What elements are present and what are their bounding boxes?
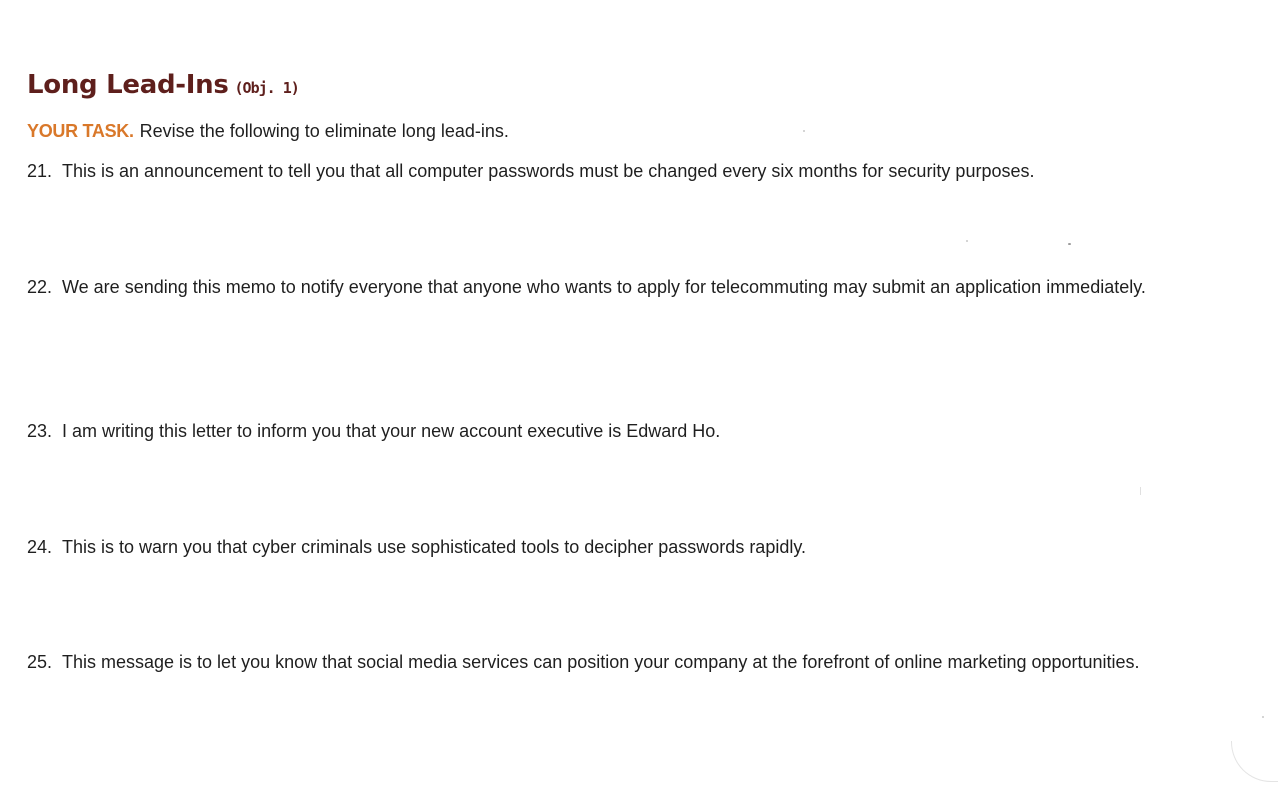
task-text: Revise the following to eliminate long lead-ins. bbox=[139, 121, 509, 141]
exercise-number: 24. bbox=[27, 537, 53, 557]
exercise-text: I am writing this letter to inform you that your new account executive is Edward Ho. bbox=[62, 421, 721, 441]
scan-speck bbox=[966, 240, 968, 242]
scan-speck bbox=[803, 130, 805, 132]
page-corner-curl bbox=[1231, 741, 1278, 782]
exercise-item bbox=[27, 158, 1177, 184]
exercise-item bbox=[27, 534, 1177, 560]
exercise-item bbox=[27, 274, 1177, 300]
exercise-item bbox=[27, 649, 1177, 675]
scan-speck bbox=[1262, 716, 1264, 718]
task-label: YOUR TASK. bbox=[27, 121, 134, 141]
scan-speck bbox=[1068, 243, 1071, 245]
objective-reference: (Obj. 1) bbox=[234, 79, 299, 97]
task-instruction bbox=[27, 121, 509, 142]
exercise-text: This message is to let you know that social media services can position your company at the forefront of online marketing opportunities. bbox=[62, 652, 1140, 672]
exercise-text: This is to warn you that cyber criminals use sophisticated tools to decipher passwords rapidly. bbox=[62, 537, 807, 557]
exercise-number: 25. bbox=[27, 652, 53, 672]
exercise-item bbox=[27, 418, 1177, 444]
exercise-text: This is an announcement to tell you that all computer passwords must be changed every six months for security purposes. bbox=[62, 161, 1035, 181]
section-heading bbox=[27, 70, 299, 100]
scan-speck bbox=[1140, 487, 1141, 495]
exercise-number: 23. bbox=[27, 421, 53, 441]
section-title: Long Lead-Ins bbox=[27, 70, 229, 100]
exercise-number: 21. bbox=[27, 161, 53, 181]
exercise-number: 22. bbox=[27, 277, 53, 297]
exercise-text: We are sending this memo to notify everyone that anyone who wants to apply for telecommuting may submit an application immediately. bbox=[62, 277, 1146, 297]
